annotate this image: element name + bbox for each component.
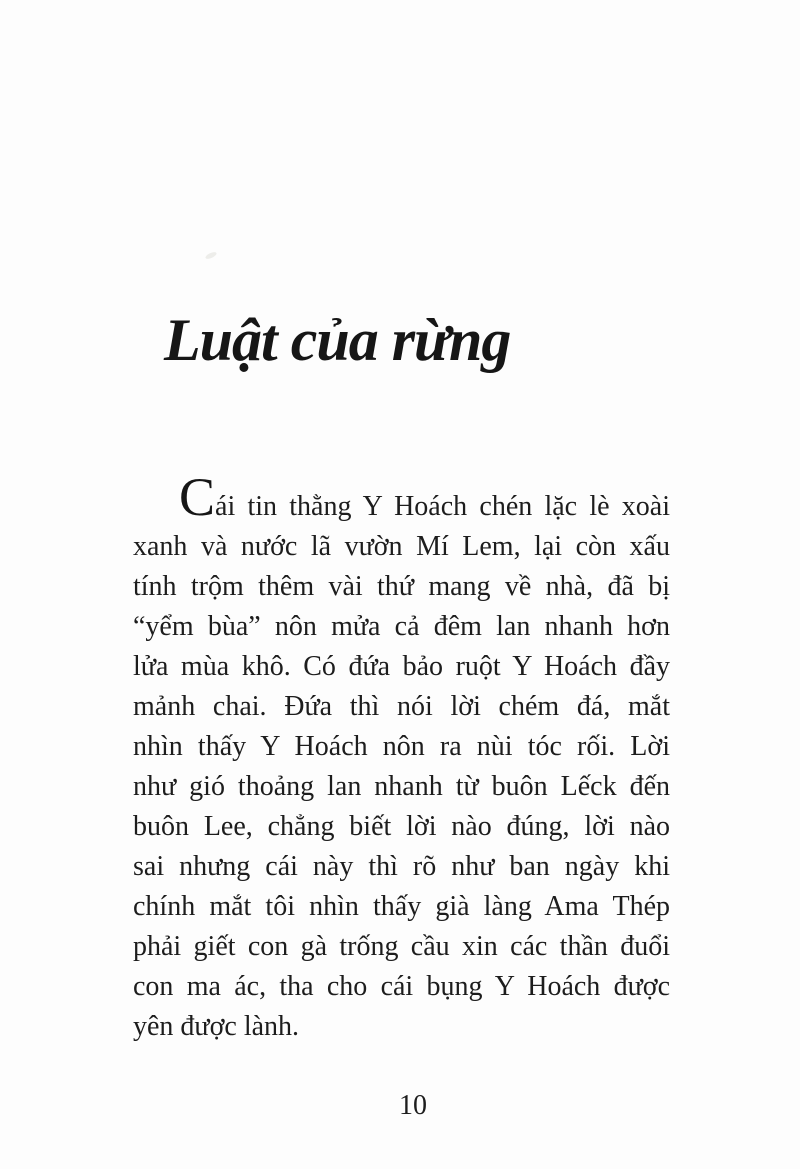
text-line: con ma ác, tha cho cái bụng Y Hoách được [133,971,670,1002]
text-line: sai nhưng cái này thì rõ như ban ngày khi [133,851,670,882]
text-line: nhìn thấy Y Hoách nôn ra nùi tóc rối. Lời [133,731,670,762]
text-line: yên được lành. [133,1011,300,1042]
text-line: buôn Lee, chẳng biết lời nào đúng, lời nào [133,811,670,842]
text-line: chính mắt tôi nhìn thấy già làng Ama Thép [133,891,670,922]
chapter-title: Luật của rừng [164,307,511,373]
text-line-content: ái tin thằng Y Hoách chén lặc lè xoài [215,491,670,522]
text-line: xanh và nước lã vườn Mí Lem, lại còn xấu [133,531,670,562]
text-line [133,467,670,527]
text-line: tính trộm thêm vài thứ mang về nhà, đã bị [133,571,670,602]
scan-artifact [205,251,218,261]
text-line: phải giết con gà trống cầu xin các thần đuổi [133,931,670,962]
text-line: lửa mùa khô. Có đứa bảo ruột Y Hoách đầy [133,651,670,682]
text-line: mảnh chai. Đứa thì nói lời chém đá, mắt [133,691,670,722]
initial-cap: C [179,467,216,527]
text-line: như gió thoảng lan nhanh từ buôn Lếck đến [133,771,670,802]
text-line: “yểm bùa” nôn mửa cả đêm lan nhanh hơn [133,611,670,642]
body-paragraph [133,467,670,1047]
page-number: 10 [399,1090,427,1121]
